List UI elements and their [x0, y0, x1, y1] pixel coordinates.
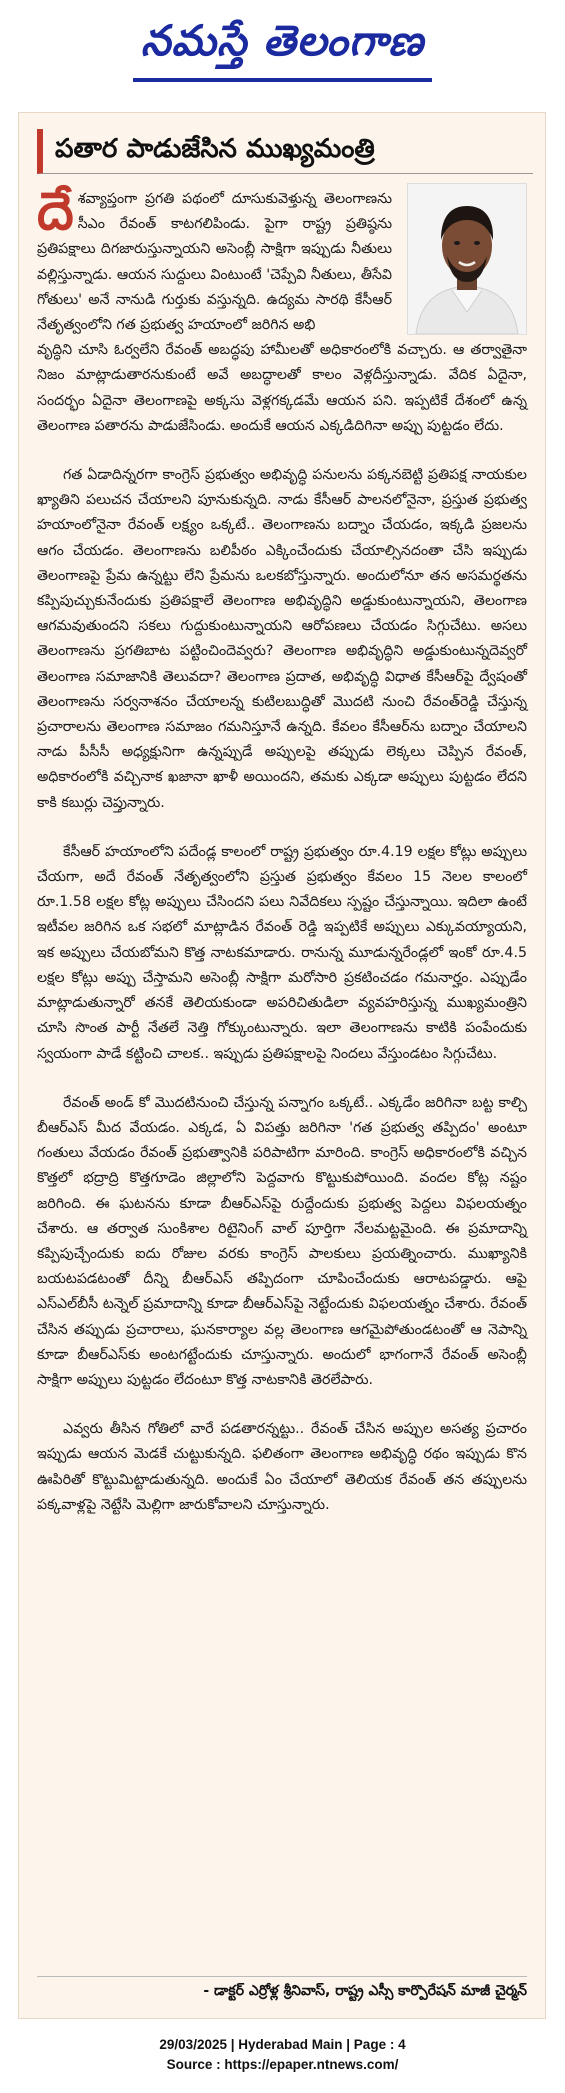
drop-cap: దే	[37, 182, 74, 242]
headline-bar	[37, 129, 533, 174]
author-signature: - డాక్టర్ ఎర్రోళ్ల శ్రీనివాస్, రాష్ట్ర ఎస్సీ కార్పొరేషన్ మాజీ చైర్మన్	[37, 1976, 527, 2002]
paragraph-1-rest: వృద్ధిని చూసి ఓర్వలేని రేవంత్ అబద్ధపు హామీలతో అధికారంలోకి వచ్చారు. ఆ తర్వాతైనా నిజం మాట్లాడుతారనుకుంటే అవే అబద్ధాలతో కాలం వెళ్లదీస్తున్నాడు. వేదిక ఏదైనా, సందర్భం ఏదైనా తెలంగాణపై అక్కసు వెళ్లగక్కడమే ఆయన పని. ఇప్పటికే దేశంలో ఉన్న తెలంగాణ పతారను పాడుజేసిండు. అందుకే ఆయన ఎక్కడిదిగినా అప్పు పుట్టడం లేదు.	[37, 342, 527, 434]
headline: పతార పాడుజేసిన ముఖ్యమంత్రి	[55, 134, 375, 164]
newspaper-logo: నమస్తే తెలంగాణ	[133, 6, 432, 82]
paragraph-1	[37, 182, 527, 439]
article-body	[37, 182, 527, 1542]
page-footer	[0, 2035, 565, 2075]
article-clipping	[18, 112, 546, 2019]
paragraph-5: ఎవ్వరు తీసిన గోతిలో వారే పడతారన్నట్టు.. రేవంత్ చేసిన అప్పుల అసత్య ప్రచారం ఇప్పుడు ఆయన మెడకే చుట్టుకున్నది. ఫలితంగా తెలంగాణ అభివృద్ధి రథం ఇప్పుడు కొన ఊపిరితో కొట్టుమిట్టాడుతున్నది. అందుకే ఏం చేయాలో తెలియక రేవంత్ తన తప్పులను పక్కవాళ్లపై నెట్టేసి మెల్లిగా జారుకోవాలని చూస్తున్నారు.	[37, 1421, 527, 1513]
paragraph-3: కేసీఆర్ హయాంలోని పదేండ్ల కాలంలో రాష్ట్ర ప్రభుత్వం రూ.4.19 లక్షల కోట్లు అప్పులు చేయగా, అదే రేవంత్ నేతృత్వంలోని ప్రస్తుత ప్రభుత్వం కేవలం 15 నెలల కాలంలో రూ.1.58 లక్షల కోట్ల అప్పులు చేసిందని పలు నివేదికలు స్పష్టం చేస్తున్నాయి. ఇదిలా ఉంటే ఇటీవల జరిగిన ఒక సభలో మాట్లాడిన రేవంత్ రెడ్డి ఇప్పటికే అప్పులు ఎక్కువయ్యాయని, ఇక అప్పులు చేయబోమని కొత్త నాటకమాడారు. రానున్న మూడున్నరేండ్లలో ఇంకో రూ.4.5 లక్షల కోట్లు అప్పు చేస్తామని అసెంబ్లీ సాక్షిగా మరోసారి ప్రకటించడం గమనార్హం. ఎప్పుడేం మాట్లాడుతున్నారో తనకే తెలియకుండా అపరిచితుడిలా వ్యవహరిస్తున్న ముఖ్యమంత్రిని చూసి సొంత పార్టీ నేతలే నెత్తి గోక్కుంటున్నారు. ఇలా తెలంగాణను కాటికి పంపేందుకు స్వయంగా పాడే కట్టించి చాలక.. ఇప్పుడు ప్రతిపక్షాలపై నిందలు వేస్తుండటం సిగ్గుచేటు.	[37, 843, 527, 1062]
dateline: 29/03/2025 | Hyderabad Main | Page : 4	[159, 2037, 406, 2052]
paragraph-2: గత ఏడాదిన్నరగా కాంగ్రెస్ ప్రభుత్వం అభివృద్ధి పనులను పక్కనబెట్టి ప్రతిపక్ష నాయకుల ఖ్యాతిని పలుచన చేయాలని పూనుకున్నది. నాడు కేసీఆర్ పాలనలోనైనా, ప్రస్తుత ప్రభుత్వ హయాంలోనైనా రేవంత్ లక్ష్యం ఒక్కటే.. తెలంగాణను బద్నాం చేయడం, ఇక్కడి ప్రజలను ఆగం చేయడం. తెలంగాణను బలిపీఠం ఎక్కించేందుకు చేయాల్సినదంతా చేసి ఇప్పుడు తెలంగాణపై ప్రేమ ఉన్నట్టు లేని ప్రేమను ఒలకబోస్తున్నారు. అందులోనూ తన అసమర్థతను కప్పిపుచ్చుకునేందుకు ప్రతిపక్షాలే తెలంగాణ అభివృద్ధిని అడ్డుకుంటున్నాయని, తెలంగాణ ఆగమవుతుందని సకలు గుద్దుకుంటున్నాయని ఆరోపణలు చేయడం సిగ్గుచేటు. అసలు తెలంగాణను ప్రగతిబాట పట్టించిందెవ్వరు? తెలంగాణ అభివృద్ధిని అడ్డుకుంటున్నదెవ్వరో తెలంగాణ సమాజానికి తెలువదా? తెలంగాణ ప్రదాత, అభివృద్ధి విధాత కేసీఆర్‌పై ద్వేషంతో తెలంగాణను సర్వనాశనం చేయాలన్న కుటిలబుద్ధితో మొదటి నుంచి రేవంత్‌రెడ్డి చేస్తున్న ప్రచారాలను తెలంగాణ సమాజం గమనిస్తూనే ఉన్నది. కేవలం కేసీఆర్‌ను బద్నాం చేయాలని నాడు పీసీసీ అధ్యక్షునిగా ఉన్నప్పుడే అప్పులపై తప్పుడు లెక్కలు చెప్పిన రేవంత్, అధికారంలోకి వచ్చినాక ఖజానా ఖాళీ అయిందని, తమకు ఎక్కడా అప్పులు పుట్టడం లేదని కాకి కబుర్లు చెప్తున్నారు.	[37, 467, 527, 811]
paragraph-4: రేవంత్ అండ్ కో మొదటినుంచి చేస్తున్న పన్నాగం ఒక్కటే.. ఎక్కడేం జరిగినా బట్ట కాల్చి బీఆర్‌ఎస్ మీద వేయడం. ఎక్కడ, ఏ విపత్తు జరిగినా 'గత ప్రభుత్వ తప్పిదం' అంటూ గంతులు వేయడం రేవంత్ ప్రభుత్వానికి పరిపాటిగా మారింది. కాంగ్రెస్ అధికారంలోకి వచ్చిన కొత్తలో భద్రాద్రి కొత్తగూడెం జిల్లాలోని పెద్దవాగు కొట్టుకుపోయింది. వందల కోట్ల నష్టం జరిగింది. ఈ ఘటనను కూడా బీఆర్‌ఎస్‌పై రుద్దేందుకు ప్రభుత్వ పెద్దలు విఫలయత్నం చేశారు. ఆ తర్వాత సుంకిశాల రిటైనింగ్ వాల్ పూర్తిగా నేలమట్టమైంది. ఈ ప్రమాదాన్ని కప్పిపుచ్చేందుకు ఐదు రోజుల వరకు కాంగ్రెస్ పాలకులు ప్రయత్నించారు. ముఖ్యానికి బయటపడటంతో దీన్ని బీఆర్‌ఎస్ తప్పిదంగా చూపించేందుకు ఆరాటపడ్డారు. ఆపై ఎస్ఎల్‌బీసీ టన్నెల్ ప్రమాదాన్ని కూడా బీఆర్‌ఎస్‌పై నెట్టేందుకు విఫలయత్నం చేశారు. రేవంత్ చేసిన తప్పుడు ప్రచారాలు, ఘనకార్యాల వల్ల తెలంగాణ ఆగమైపోతుండటంతో ఆ నెపాన్ని కూడా బీఆర్‌ఎస్‌కు అంటగట్టేందుకు చూస్తున్నారు. అందులో భాగంగానే రేవంత్ అసెంబ్లీ సాక్షిగా అప్పులు పుట్టడం లేదంటూ కొత్త నాటకానికి తెరలేపారు.	[37, 1094, 527, 1388]
masthead	[0, 0, 565, 92]
source-link[interactable]: Source : https://epaper.ntnews.com/	[166, 2057, 399, 2072]
paragraph-1-lead: శవ్యాప్తంగా ప్రగతి పథంలో దూసుకువెళ్తున్న తెలంగాణను సీఎం రేవంత్ కాటగలిపిండు. పైగా రాష్ట్ర ప్రతిష్ఠను ప్రతిపక్షాలు దిగజారుస్తున్నాయని అసెంబ్లీ సాక్షిగా ఇప్పుడు నీతులు వల్లిస్తున్నాడు. ఆయన సుద్దులు వింటుంటే 'చెప్పేవి నీతులు, తీసేవి గోతులు' అనే నానుడి గుర్తుకు వస్తున్నది. ఉద్యమ సారథి కేసీఆర్ నేతృత్వంలోని గత ప్రభుత్వ హయాంలో జరిగిన అభి	[37, 191, 392, 334]
